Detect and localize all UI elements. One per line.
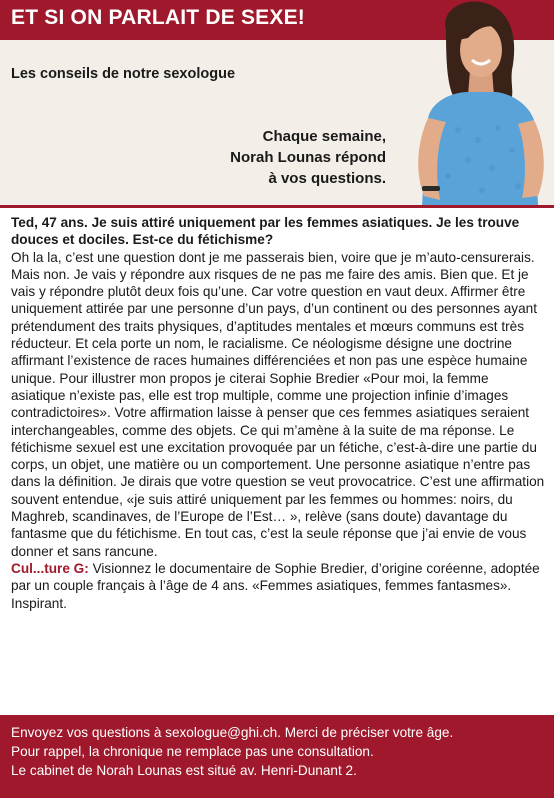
intro-line-3: à vos questions. (268, 170, 386, 187)
tip-paragraph (11, 560, 545, 612)
column-title: ET SI ON PARLAIT DE SEXE! (11, 6, 305, 29)
footer-line-address: Le cabinet de Norah Lounas est situé av. Henri-Dunant 2. (11, 763, 357, 778)
expert-answer: Oh la la, c’est une question dont je me passerais bien, voire que je m’auto-censurerais. Mais non. Je vais y répondre aux risques de ne pas me faire des amis. Bien que. Et je vais y répondre plutôt deux fois qu’une. Car votre question en vaut deux. Affirmer être uniquement attirée par une personne d’un pays, d’un continent ou des personnes ayant prétendument des traits physiques, d’aptitudes mentales et mœurs communs est très réducteur. Et cela porte un nom, le racialisme. Ce néologisme désigne une doctrine affirmant l’existence de races humaines différenciées et non pas une espèce humaine unique. Pour illustrer mon propos je citerai Sophie Bredier «Pour moi, la femme asiatique n’existe pas, elle est trop multiple, comme une projection infinie d’images contradictoires». Votre affirmation laisse à penser que ces femmes asiatiques seraient interchangeables, comme des objets. Ce qui m’amène à la suite de ma réponse. Le fétichisme sexuel est une excitation provoquée par un fétiche, c’est-à-dire une partie du corps, un objet, une matière ou un comportement. Une personne asiatique n’entre pas dans la définition. Je dirais que votre question se veut provocatrice. C’est une affirmation souvent entendue, «je suis attiré uniquement par les femmes ou hommes: noirs, du Maghreb, scandinaves, de l’Europe de l’Est… », relève (sans doute) davantage du fantasme que du fétichisme. En tout cas, c’est la seule réponse que j’ai envie de vous donner et sans rancune. (11, 249, 545, 559)
column-subtitle: Les conseils de notre sexologue (11, 66, 236, 82)
intro-text (230, 126, 386, 189)
reader-question: Ted, 47 ans. Je suis attiré uniquement par les femmes asiatiques. Je les trouve douces et dociles. Est-ce du fétichisme? (11, 215, 520, 248)
footer-line-contact: Envoyez vos questions à sexologue@ghi.ch. Merci de préciser votre âge. (11, 725, 454, 740)
footer-text (11, 723, 546, 780)
intro-line-1: Chaque semaine, (262, 128, 386, 145)
tip-label: Cul...ture G: (11, 560, 89, 576)
author-portrait (388, 0, 554, 205)
footer-line-disclaimer: Pour rappel, la chronique ne remplace pas une consultation. (11, 744, 374, 759)
tip-text: Visionnez le documentaire de Sophie Bredier, d’origine coréenne, adoptée par un couple français à l’âge de 4 ans. «Femmes asiatiques, femmes fantasmes». Inspirant. (11, 560, 540, 611)
intro-line-2: Norah Lounas répond (230, 149, 386, 166)
article-body (11, 214, 545, 612)
